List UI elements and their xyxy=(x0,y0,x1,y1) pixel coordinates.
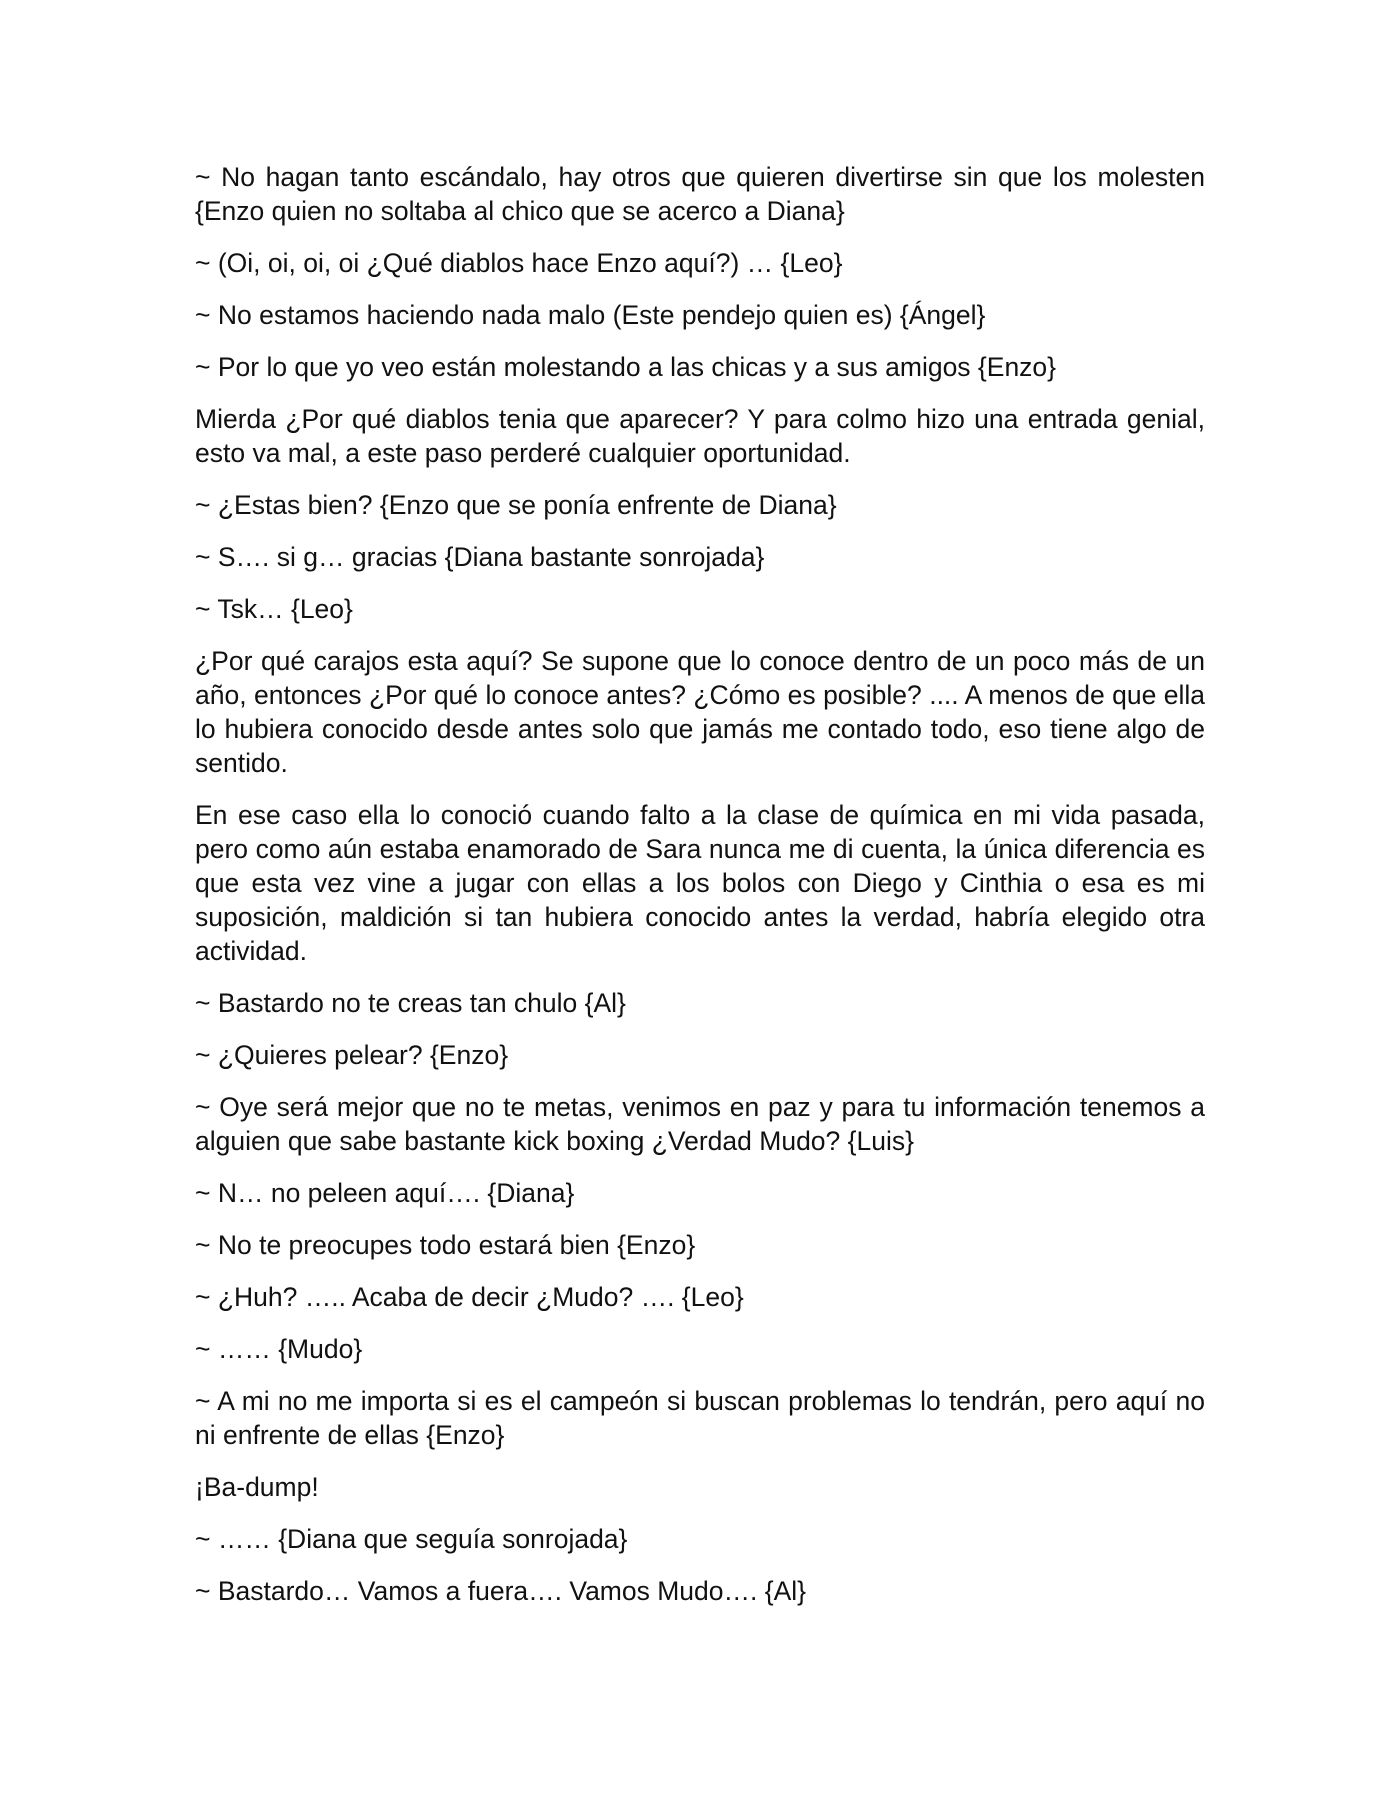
paragraph-dialogue: ~ No hagan tanto escándalo, hay otros que quieren divertirse sin que los molesten {Enzo quien no soltaba al chico que se acerco a Diana} xyxy=(195,162,1205,226)
paragraph-dialogue: ~ Por lo que yo veo están molestando a las chicas y a sus amigos {Enzo} xyxy=(195,352,1057,382)
paragraph-dialogue: ~ Bastardo no te creas tan chulo {Al} xyxy=(195,988,626,1018)
paragraph-narration: En ese caso ella lo conoció cuando falto a la clase de química en mi vida pasada, pero como aún estaba enamorado de Sara nunca me di cuenta, la única diferencia es que esta vez vine a jugar con ellas a los bolos con Diego y Cinthia o esa es mi suposición, maldición si tan hubiera conocido antes la verdad, habría elegido otra actividad. xyxy=(195,800,1205,966)
paragraph-dialogue: ~ No te preocupes todo estará bien {Enzo} xyxy=(195,1230,696,1260)
paragraph-dialogue: ~ …… {Mudo} xyxy=(195,1334,363,1364)
paragraph-dialogue: ~ A mi no me importa si es el campeón si buscan problemas lo tendrán, pero aquí no ni enfrente de ellas {Enzo} xyxy=(195,1386,1205,1450)
paragraph-dialogue: ~ (Oi, oi, oi, oi ¿Qué diablos hace Enzo aquí?) … {Leo} xyxy=(195,248,843,278)
paragraph-dialogue: ~ Tsk… {Leo} xyxy=(195,594,353,624)
paragraph-dialogue: ~ S…. si g… gracias {Diana bastante sonrojada} xyxy=(195,542,765,572)
paragraph-narration: Mierda ¿Por qué diablos tenia que aparecer? Y para colmo hizo una entrada genial, esto va mal, a este paso perderé cualquier oportunidad. xyxy=(195,404,1205,468)
paragraph-dialogue: ~ …… {Diana que seguía sonrojada} xyxy=(195,1524,628,1554)
paragraph-narration: ¿Por qué carajos esta aquí? Se supone que lo conoce dentro de un poco más de un año, entonces ¿Por qué lo conoce antes? ¿Cómo es posible? .... A menos de que ella lo hubiera conocido desde antes solo que jamás me contado todo, eso tiene algo de sentido. xyxy=(195,646,1205,778)
paragraph-dialogue: ~ N… no peleen aquí…. {Diana} xyxy=(195,1178,575,1208)
paragraph-dialogue: ~ ¿Quieres pelear? {Enzo} xyxy=(195,1040,509,1070)
paragraph-sound-effect: ¡Ba-dump! xyxy=(195,1472,319,1502)
paragraph-dialogue: ~ Oye será mejor que no te metas, venimos en paz y para tu información tenemos a alguien que sabe bastante kick boxing ¿Verdad Mudo? {Luis} xyxy=(195,1092,1205,1156)
document-body xyxy=(195,160,1205,1626)
paragraph-dialogue: ~ No estamos haciendo nada malo (Este pendejo quien es) {Ángel} xyxy=(195,300,986,330)
paragraph-dialogue: ~ Bastardo… Vamos a fuera…. Vamos Mudo…. {Al} xyxy=(195,1576,807,1606)
paragraph-dialogue: ~ ¿Huh? ….. Acaba de decir ¿Mudo? …. {Leo} xyxy=(195,1282,744,1312)
paragraph-dialogue: ~ ¿Estas bien? {Enzo que se ponía enfrente de Diana} xyxy=(195,490,837,520)
